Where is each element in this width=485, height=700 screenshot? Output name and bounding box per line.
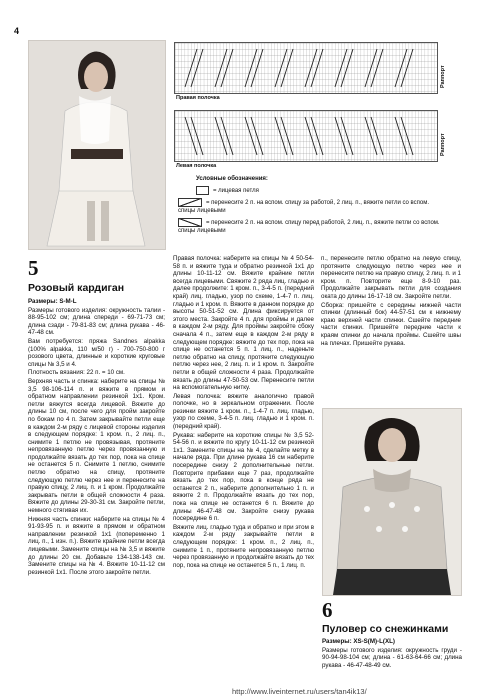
knit-grid	[175, 111, 437, 161]
chart-label-left-front: Левая полочка	[176, 163, 217, 169]
paragraph: Верхняя часть и спинка: наберите на спицы № 3,5 98-106-114 п. и вяжите в прямом и обратном направлении резинкой 1х1. Кром. петли вяжутся всегда лицевой. Вяжите до длины 10 см, после чего для пройм закройте по бокам по 4 п. Затем закрывайте петли еще в каждом 2-м ряду с лицевой стороны изделия в следующем порядке: 1 кром. п., 2 лиц. п., снимите 1 петлю не провязывая, протяните непровязанную петлю через провязанную и продолжайте вязать до тех пор, пока на спице не останется 5 п. Снимите 1 петлю, снимите петлю обратно на спицу, протяните следующую петлю через нее и перенесите на правую спицу, 2 лиц. п. и 1 кром. Продолжайте закрывать петли в общей сложности 4 раза. Вяжите до длины 29-30-31 см. Закройте петли, немного стягивая их.	[28, 377, 165, 515]
rapport-label: Раппорт	[440, 65, 446, 88]
paragraph: Размеры готового изделия: окружность груди - 90-94-98-104 см; длина - 61-63-64-66 см; длина рукава - 46-47-48-49 см.	[322, 646, 462, 669]
paragraph: Рукава: наберите на короткие спицы № 3,5 52-54-56 п. и вяжите по кругу 10-11-12 см резинкой 1х1. Замените спицы на № 4, сделайте метку в начале ряда. При длине рукава 16 см наберите посередине снизу 2 дополнительные петли. Повторите прибавки еще 7 раз, продолжайте вязать до тех пор, пока в конце ряда не останется 2 п., наберите дополнительно 1 п. и вяжите 2 п. Продолжайте вязать до тех пор, пока на спице не останется 6 п. Вяжите до длины 46-47-48 см. Закройте снизу рукава посередине 6 п.	[173, 431, 314, 523]
sizes: Размеры: S-M-L	[28, 298, 77, 305]
legend-item-cable-back: = перенесите 2 п. на вспом. спицу за работой, 2 лиц. п., вяжите петли со вспом. спицы лицевыми	[178, 198, 440, 215]
pullover-photo	[322, 408, 462, 596]
middle-column	[173, 255, 314, 570]
cable-back-icon	[178, 198, 202, 207]
right-column-bottom	[322, 598, 462, 670]
legend-item-cable-front: = перенесите 2 п. на вспом. спицу перед работой, 2 лиц. п., вяжите петли со вспом. спицы лицевыми	[178, 218, 440, 235]
right-column-top	[321, 255, 461, 348]
paragraph: Правая полочка: наберите на спицы № 4 50-54-58 п. и вяжите туда и обратно резинкой 1х1 до длины 10-11-12 см. Вяжите крайние петли всегда лицевыми. Свяжите 2 ряда лиц. гладью и далее продолжите: 1 кром. п., 3-4-5 п. (передний край) лиц. гладью, узор по схеме, 1-4-7 п. лиц. гладью и 1 кром. п. Вяжите в данном порядке до высоты 50-51-52 см. Длина фиксируется от этого места. Закройте 4 п. для проймы и далее в каждом 2-м ряду. Для проймы закройте сбоку сначала 4 п., затем еще в каждом 2-м ряду в следующем порядке: вяжите до тех пор, пока на спице не останется 5 п. 1 лиц. п., наденьте петлю обратно на спицу, протяните следующую петлю через нее, 2 лиц. п. и 1 кром. п. Закройте петли в общей сложности 4 раза. Продолжайте вязать до длины 47-50-53 см. Перенесите петли на вспомогательную нитку.	[173, 255, 314, 392]
cardigan-photo	[28, 40, 166, 250]
paragraph: п., перенесите петлю обратно на левую спицу, протяните следующую петлю через нее и перенесите петлю на правую спицу, 2 лиц. п. и 1 кром. п. Повторите еще 8-9-10 раз. Продолжайте закрывать петли для создания оката до длины 16-17-18 см. Закройте петли.	[321, 255, 461, 300]
chart-right-front	[174, 42, 438, 94]
legend	[178, 176, 440, 235]
paragraph: Вам потребуется: пряжа Sandnes alpakka (100% alpakka, 110 м/50 г) - 700-750-800 г розового цвета, длинные и короткие круговые спицы № 3,5 и 4.	[28, 337, 165, 368]
page-number: 4	[14, 26, 20, 36]
legend-item-knit: = лицевая петля	[196, 186, 440, 196]
pattern-number: 5	[28, 256, 39, 280]
paragraph: Плотность вязания: 22 п. = 10 см.	[28, 369, 125, 377]
pattern-title: Пуловер со снежинками	[322, 623, 449, 635]
paragraph: Нижняя часть спинки: наберите на спицы № 4 91-93-95 п. и вяжите в прямом и обратном направлении резинкой 1х1 (попеременно 1 лиц. п., 1 изн. п.). Вяжите крайние петли всегда лицевыми. Замените спицы на № 3,5 и вяжите до длины 20 см. Добавьте 134-138-143 см. Замените спицы на № 4. Вяжите 10-11-12 см резинкой 1х1. После этого закройте петли.	[28, 515, 165, 576]
legend-title: Условные обозначения:	[196, 176, 268, 182]
knit-stitch-icon	[196, 186, 209, 195]
pattern-number: 6	[322, 598, 333, 622]
chart-label-right-front: Правая полочка	[176, 95, 220, 101]
knit-grid	[175, 43, 437, 93]
sizes: Размеры: XS-S(M)-L(XL)	[322, 638, 395, 645]
left-column	[28, 256, 165, 577]
paragraph: Левая полочка: вяжите аналогично правой полочке, но в зеркальном отражении. После резинки вяжите 1 кром. п., 1-4-7 п. лиц. гладью, узор по схеме, 3-4-5 п. лиц. гладью и 1 кром. п. (передний край).	[173, 392, 314, 431]
paragraph: Сборка: пришейте с середины нижней части спинки (длинный бок) 44-57-51 см к нижнему краю верхней части спинки. Сшейте передние части спинки. Пришейте передние части к краям спинки до начала проймы. Сшейте швы на плечах. Пришейте рукава.	[321, 301, 461, 347]
chart-left-front	[174, 110, 438, 162]
left-text	[28, 298, 165, 576]
rapport-label: Раппорт	[440, 133, 446, 156]
pattern-title: Розовый кардиган	[28, 282, 125, 294]
watermark-url: http://www.liveinternet.ru/users/tan4ik13/	[232, 687, 367, 696]
cable-front-icon	[178, 218, 202, 227]
paragraph: Вяжите лиц. гладью туда и обратно и при этом в каждом 2-м ряду закрывайте петли в следующем порядке: 1 кром. п., 2 лиц. п., снимите 1 п., протяните непровязанную петлю через провязанную и продолжайте вязать до тех пор, пока на спице не останется 5 п., 1 лиц. п.	[173, 523, 314, 569]
paragraph: Размеры готового изделия: окружность талии - 88-95-102 см; длина спереди - 69-71-73 см; длина сзади - 79-81-83 см; длина рукава - 46-47-48 см.	[28, 306, 165, 337]
